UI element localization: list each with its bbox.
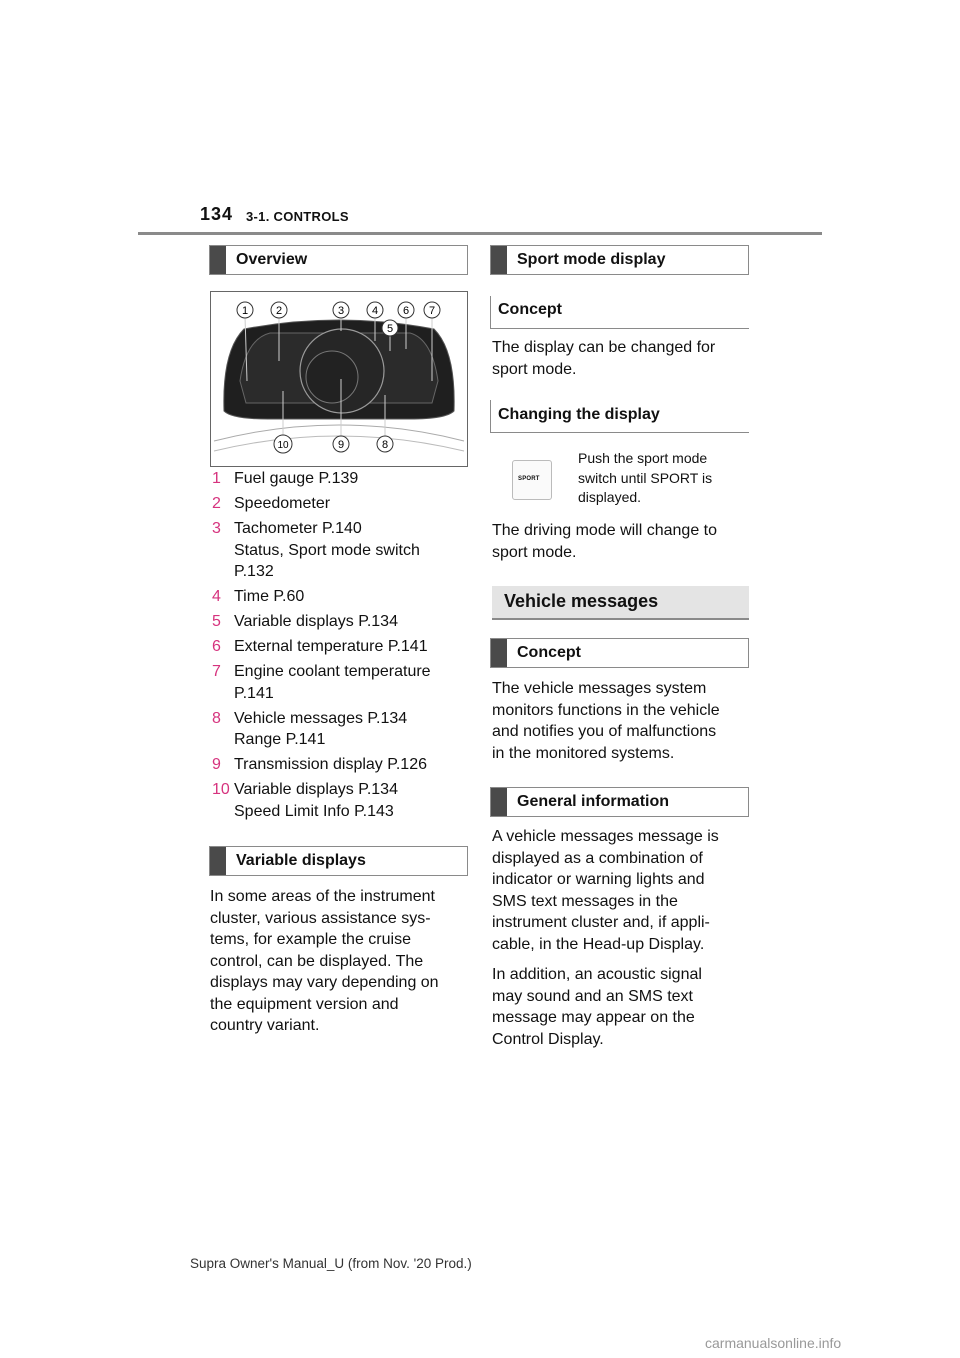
legend-item [212,661,472,704]
text-line: displayed. [578,489,642,505]
callout-9 [333,436,349,452]
legend-number: 8 [212,709,221,727]
callout-6 [398,302,414,318]
legend-item [212,636,472,658]
concept-text [492,337,754,380]
sport-instruction [578,449,748,508]
heading-bar [491,639,507,667]
svg-text:10: 10 [277,440,289,451]
legend-number: 7 [212,663,221,680]
legend-item [212,708,472,751]
section-title: 3-1. CONTROLS [246,209,349,224]
legend-item [212,518,472,583]
text-line: message may appear on the [492,1009,695,1026]
legend-text: Variable displays P.134 [234,613,398,630]
text-line: In some areas of the instrument [210,888,435,905]
callout-10 [274,435,292,453]
sport-switch-label: SPORT [518,476,540,482]
legend-number: 4 [212,588,221,605]
legend-text: Tachometer P.140 [234,520,362,537]
legend-text: Engine coolant temperature [234,663,431,680]
text-line: A vehicle messages message is [492,828,719,845]
text-line: sport mode. [492,360,577,378]
legend-number: 6 [212,638,221,655]
text-line: the equipment version and [210,995,399,1013]
svg-text:7: 7 [428,305,436,317]
overview-heading-label: Overview [236,251,308,268]
callout-7 [424,302,440,318]
sport-mode-heading-label: Sport mode display [517,251,666,268]
legend-text: Fuel gauge P.139 [234,470,359,487]
legend-text: External temperature P.141 [234,638,428,655]
text-line: monitors functions in the vehicle [492,701,720,719]
text-line: Control Display. [492,1030,604,1048]
variable-displays-text [210,886,472,1037]
legend-number: 1 [212,470,221,487]
instrument-cluster-figure [210,291,468,467]
text-line: Push the sport mode [578,450,708,466]
vm-concept-text [492,678,754,764]
legend-item [212,468,472,490]
legend-text: Speedometer [234,495,331,512]
vehicle-messages-heading [492,586,749,620]
subheading-rule-v [490,296,491,329]
text-line: indicator or warning lights and [492,871,705,888]
change-result-text [492,520,754,563]
variable-displays-heading [209,846,468,876]
legend-text: Time P.60 [234,588,305,605]
speed-dial [306,351,358,403]
changing-display-subheading: Changing the display [498,406,660,423]
vehicle-messages-heading-label: Vehicle messages [504,591,659,611]
text-line: The driving mode will change to [492,522,718,539]
legend-item [212,586,472,608]
vm-concept-heading [490,638,749,668]
svg-text:1: 1 [241,305,249,317]
general-info-text-2 [492,964,754,1050]
legend-text: P.141 [234,684,274,702]
legend-text: Speed Limit Info P.143 [234,802,394,820]
legend-text: Transmission display P.126 [234,756,427,773]
header-rule [138,232,822,235]
text-line: cable, in the Head-up Display. [492,935,705,953]
text-line: cluster, various assistance sys- [210,909,431,927]
callout-1 [237,302,253,318]
heading-bar [210,847,226,875]
general-info-text [492,826,754,955]
svg-text:9: 9 [337,439,345,451]
legend-item [212,779,472,822]
sport-switch-image [512,460,552,500]
text-line: The vehicle messages system [492,680,707,697]
callout-3 [333,302,349,318]
watermark: carmanualsonline.info [705,1335,842,1351]
text-line: tems, for example the cruise [210,931,411,948]
callout-2 [271,302,287,318]
text-line: In addition, an acoustic signal [492,966,702,983]
variable-displays-heading-label: Variable displays [236,852,366,869]
svg-text:8: 8 [381,439,389,451]
legend-text: Variable displays P.134 [234,781,398,798]
overview-heading [209,245,468,275]
text-line: switch until SPORT is [578,469,713,486]
figure-legend [212,468,472,826]
callout-5 [382,320,398,336]
legend-item [212,493,472,515]
legend-item [212,754,472,776]
subheading-rule-v [490,400,491,433]
heading-bar [491,788,507,816]
page-number: 134 [200,204,234,224]
svg-text:6: 6 [402,305,410,317]
legend-number: 3 [212,520,221,537]
callout-4 [367,302,383,318]
general-info-heading-label: General information [517,793,670,810]
svg-text:5: 5 [386,323,394,335]
heading-bar [210,246,226,274]
svg-text:2: 2 [275,305,283,317]
text-line: The display can be changed for [492,339,716,356]
subheading-rule [490,328,749,329]
text-line: sport mode. [492,543,577,561]
legend-text: Range P.141 [234,731,326,748]
legend-text: Status, Sport mode switch [234,541,420,559]
legend-number: 10 [212,781,230,798]
text-line: country variant. [210,1017,320,1034]
text-line: may sound and an SMS text [492,987,693,1005]
heading-bar [491,246,507,274]
legend-number: 9 [212,756,221,773]
text-line: in the monitored systems. [492,744,675,762]
legend-number: 5 [212,613,221,630]
text-line: displayed as a combination of [492,849,703,867]
legend-text: Vehicle messages P.134 [234,709,408,727]
text-line: displays may vary depending on [210,974,439,991]
legend-item [212,611,472,633]
footer-text: Supra Owner's Manual_U (from Nov. '20 Prod.) [190,1256,472,1271]
sport-mode-heading [490,245,749,275]
vm-concept-heading-label: Concept [517,644,581,661]
callout-8 [377,436,393,452]
svg-text:3: 3 [337,305,345,317]
text-line: and notifies you of malfunctions [492,723,717,740]
text-line: control, can be displayed. The [210,952,424,970]
general-info-heading [490,787,749,817]
legend-number: 2 [212,495,221,512]
subheading-rule [490,432,749,433]
text-line: SMS text messages in the [492,892,678,910]
concept-subheading: Concept [498,301,562,318]
svg-text:4: 4 [371,305,379,317]
legend-text: P.132 [234,563,274,580]
text-line: instrument cluster and, if appli- [492,914,710,931]
